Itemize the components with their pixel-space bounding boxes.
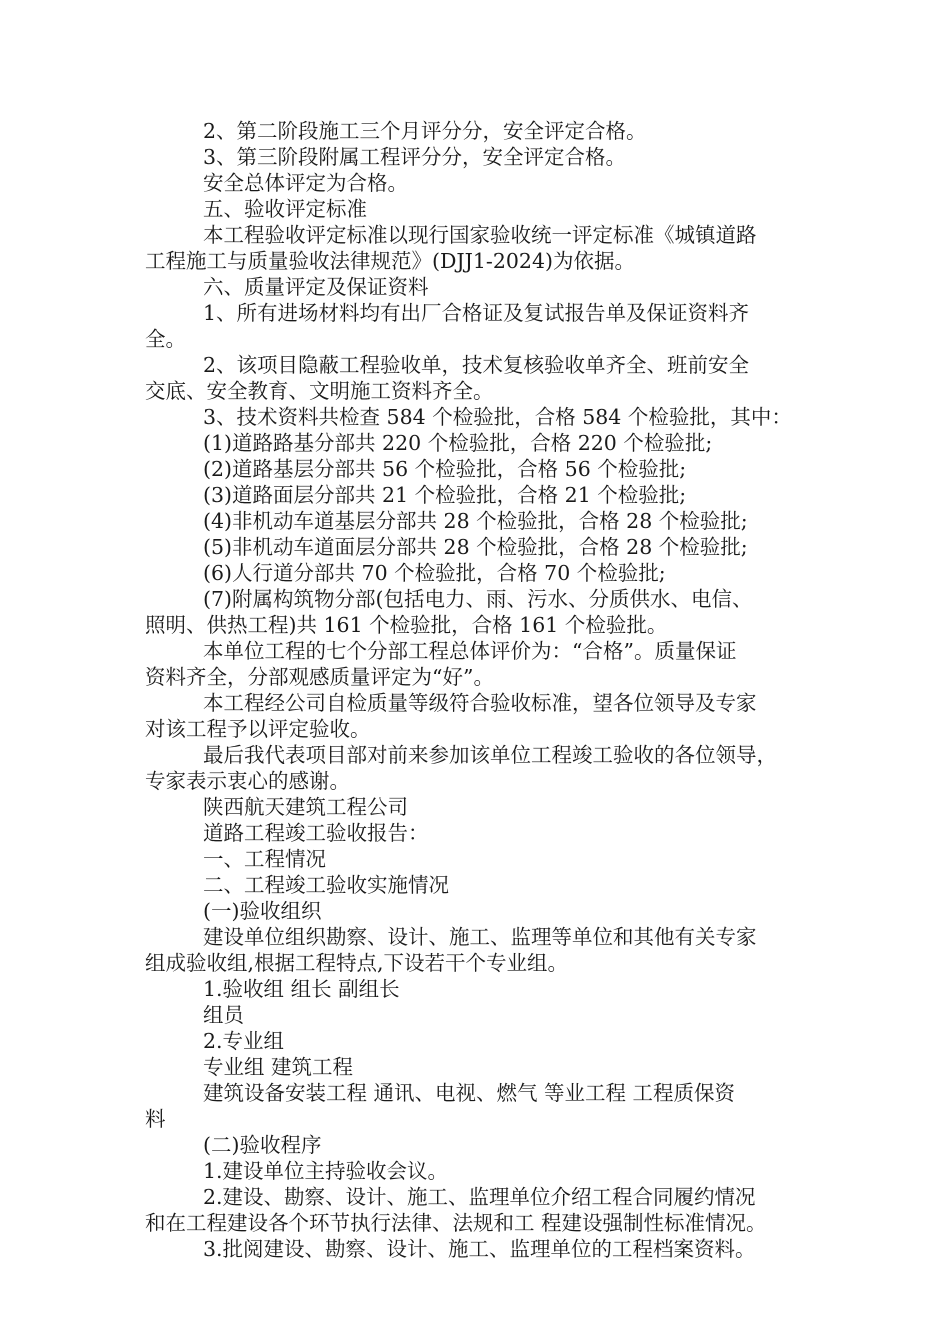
paragraph-line: 一、工程情况 xyxy=(203,847,326,871)
paragraph-line-1: (7)附属构筑物分部(包括电力、雨、污水、分质供水、电信、 xyxy=(203,587,753,611)
paragraph-line-1: 2.建设、勘察、设计、施工、监理单位介绍工程合同履约情况 xyxy=(203,1185,756,1209)
paragraph-line: (4)非机动车道基层分部共 28 个检验批，合格 28 个检验批; xyxy=(203,509,748,533)
paragraph-line: 1.建设单位主持验收会议。 xyxy=(203,1159,449,1183)
paragraph-line: 3.批阅建设、勘察、设计、施工、监理单位的工程档案资料。 xyxy=(203,1237,756,1261)
paragraph-wrapped xyxy=(145,690,815,742)
paragraph-line: (5)非机动车道面层分部共 28 个检验批，合格 28 个检验批; xyxy=(203,535,748,559)
paragraph-line-2: 交底、安全教育、文明施工资料齐全。 xyxy=(145,379,494,403)
paragraph-line-2: 照明、供热工程)共 161 个检验批，合格 161 个检验批。 xyxy=(145,613,668,637)
paragraph-line: 2、第二阶段施工三个月评分分，安全评定合格。 xyxy=(203,119,647,143)
paragraph-wrapped xyxy=(145,638,815,690)
paragraph-line: (1)道路路基分部共 220 个检验批，合格 220 个检验批; xyxy=(203,431,713,455)
paragraph-line-1: 1、所有进场材料均有出厂合格证及复试报告单及保证资料齐 xyxy=(203,301,750,325)
paragraph-line: 陕西航天建筑工程公司 xyxy=(203,795,408,819)
paragraph-line-1: 建筑设备安装工程 通讯、电视、燃气 等业工程 工程质保资 xyxy=(203,1081,736,1105)
paragraph-line: (二)验收程序 xyxy=(203,1133,322,1157)
paragraph-wrapped xyxy=(145,742,815,794)
paragraph-line: 2.专业组 xyxy=(203,1029,285,1053)
paragraph-line: 道路工程竣工验收报告： xyxy=(203,821,429,845)
paragraph-wrapped xyxy=(145,222,815,274)
paragraph-line: 3、第三阶段附属工程评分分，安全评定合格。 xyxy=(203,145,627,169)
document-body xyxy=(145,118,815,1262)
paragraph-wrapped xyxy=(145,300,815,352)
paragraph-line-1: 建设单位组织勘察、设计、施工、监理等单位和其他有关专家 xyxy=(203,925,757,949)
paragraph-wrapped xyxy=(145,586,815,638)
paragraph-wrapped xyxy=(145,1184,815,1236)
paragraph-line-1: 本工程验收评定标准以现行国家验收统一评定标准《城镇道路 xyxy=(203,223,757,247)
paragraph-line: (2)道路基层分部共 56 个检验批，合格 56 个检验批; xyxy=(203,457,687,481)
paragraph-line: 二、工程竣工验收实施情况 xyxy=(203,873,449,897)
paragraph-line: 3、技术资料共检查 584 个检验批，合格 584 个检验批，其中： xyxy=(203,405,792,429)
paragraph-line-2: 料 xyxy=(145,1107,166,1131)
paragraph-line-2: 对该工程予以评定验收。 xyxy=(145,717,371,741)
paragraph-line-1: 2、该项目隐蔽工程验收单，技术复核验收单齐全、班前安全 xyxy=(203,353,750,377)
paragraph-line-2: 资料齐全，分部观感质量评定为“好”。 xyxy=(145,665,494,689)
paragraph-line-1: 本单位工程的七个分部工程总体评价为：“合格”。质量保证 xyxy=(203,639,737,663)
paragraph-line-1: 本工程经公司自检质量等级符合验收标准，望各位领导及专家 xyxy=(203,691,757,715)
paragraph-line-1: 最后我代表项目部对前来参加该单位工程竣工验收的各位领导， xyxy=(203,743,777,767)
paragraph-line: 组员 xyxy=(203,1003,244,1027)
paragraph-line-2: 工程施工与质量验收法律规范》(DJJ1-2024)为依据。 xyxy=(145,249,636,273)
paragraph-wrapped xyxy=(145,352,815,404)
paragraph-line-2: 全。 xyxy=(145,327,186,351)
paragraph-wrapped xyxy=(145,1080,815,1132)
paragraph-line-2: 组成验收组,根据工程特点,下设若干个专业组。 xyxy=(145,951,569,975)
paragraph-wrapped xyxy=(145,924,815,976)
paragraph-line: (3)道路面层分部共 21 个检验批，合格 21 个检验批; xyxy=(203,483,687,507)
paragraph-line: 五、验收评定标准 xyxy=(203,197,367,221)
paragraph-line: 专业组 建筑工程 xyxy=(203,1055,354,1079)
paragraph-line: (一)验收组织 xyxy=(203,899,322,923)
paragraph-line-2: 专家表示衷心的感谢。 xyxy=(145,769,350,793)
paragraph-line-2: 和在工程建设各个环节执行法律、法规和工 程建设强制性标准情况。 xyxy=(145,1211,767,1235)
paragraph-line: 1.验收组 组长 副组长 xyxy=(203,977,400,1001)
paragraph-line: 六、质量评定及保证资料 xyxy=(203,275,429,299)
paragraph-line: 安全总体评定为合格。 xyxy=(203,171,408,195)
paragraph-line: (6)人行道分部共 70 个检验批，合格 70 个检验批; xyxy=(203,561,666,585)
